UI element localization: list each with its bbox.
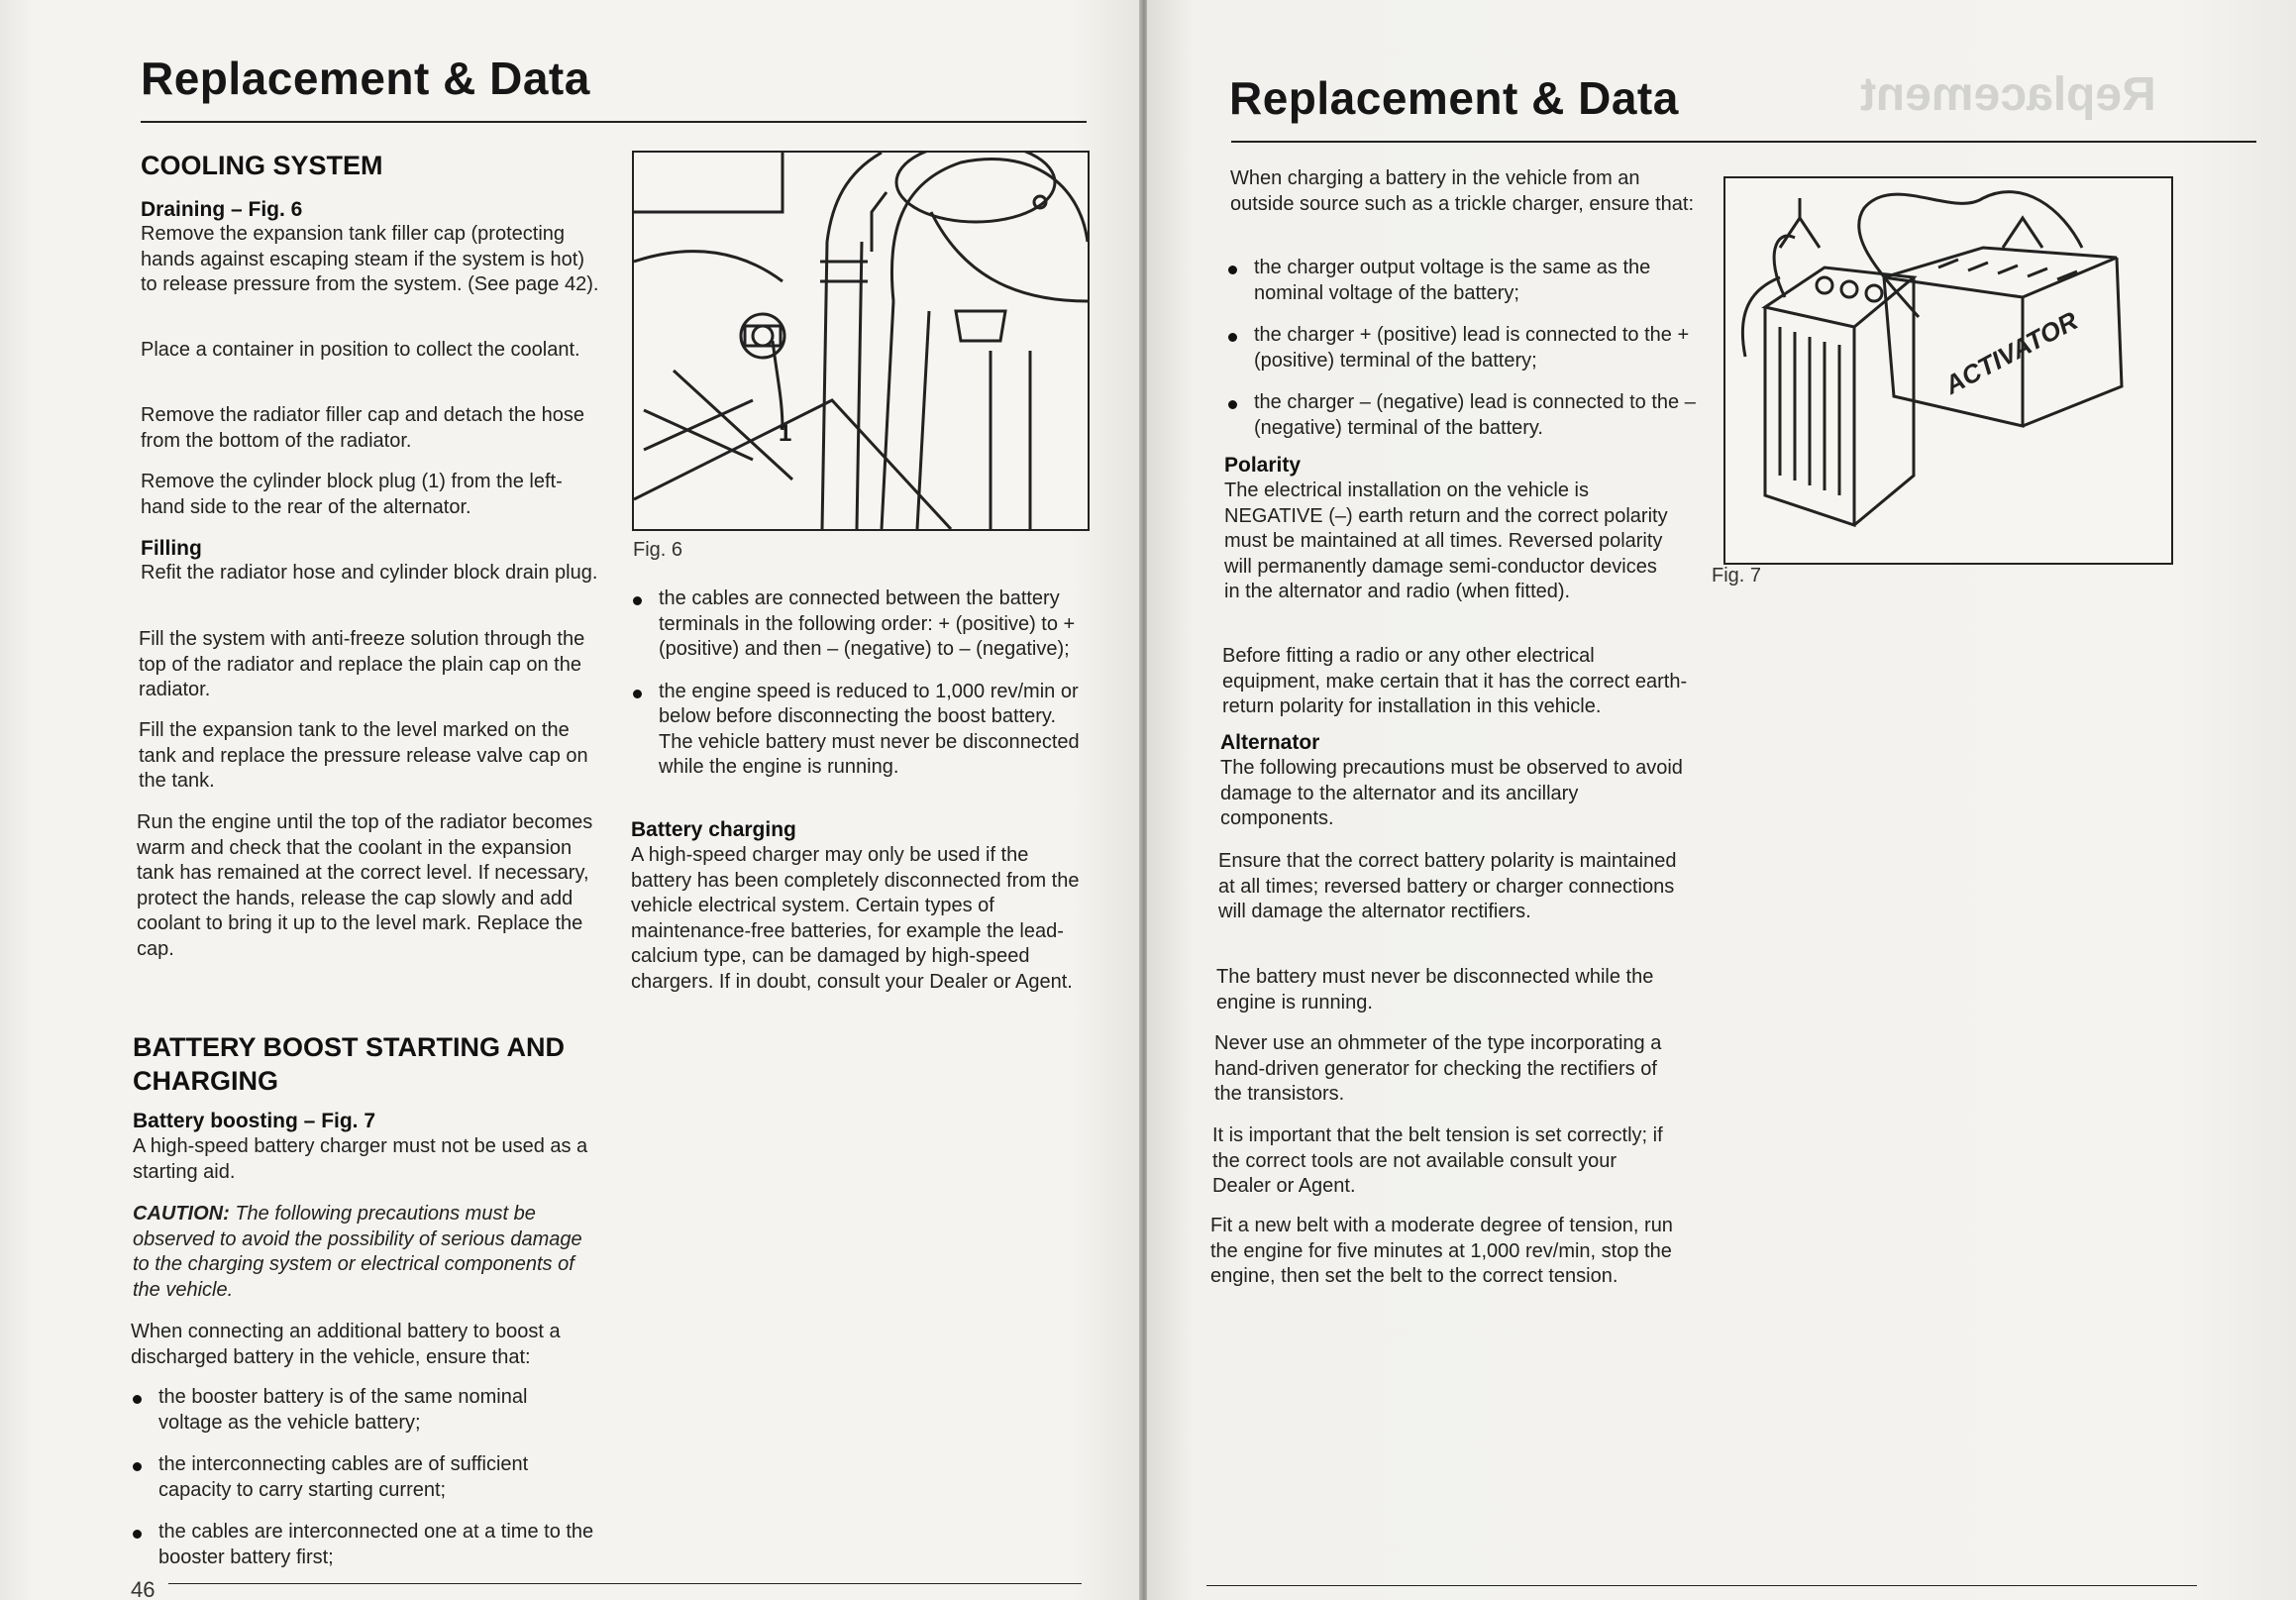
draining-heading: Draining – Fig. 6 [141,198,303,221]
cooling-paragraph-1: Place a container in position to collect the coolant. [141,339,580,361]
bullet-icon [133,1530,142,1539]
intro-text: When charging a battery in the vehicle from an outside source such as a trickle charger, ensure that: [1230,167,1695,215]
alternator-paragraph-5: It is important that the belt tension is set correctly; if the correct tools are not available consult your Dealer or Agent. [1212,1124,1663,1197]
cooling-paragraph-6: Run the engine until the top of the radiator becomes warm and check that the coolant in the expansion tank has remained at the correct level. If necessary, protect the hands, release the cap slowly and add coolant to bring it up to the level mark. Replace the cap. [137,811,593,960]
title-rule [1231,141,2256,143]
left-page [0,0,1141,1600]
charging-heading: Battery charging [631,818,796,841]
activator-label: ACTIVATOR [1939,305,2083,400]
alternator-heading: Alternator [1220,731,1320,754]
cooling-paragraph-2: Remove the radiator filler cap and detach the hose from the bottom of the radiator. [141,404,585,452]
caution-text: The following precautions must be observed to avoid the possibility of serious damage to the charging system or electrical components of the vehicle. [133,1203,582,1301]
list-item: the engine speed is reduced to 1,000 rev/min or below before disconnecting the boost battery. The vehicle battery must never be disconnected while the engine is running. [631,680,1092,781]
fig7-caption: Fig. 7 [1712,565,1762,587]
battery-heading: BATTERY BOOST STARTING AND CHARGING [133,1032,565,1096]
list-item: the charger output voltage is the same as the nominal voltage of the battery; [1226,256,1702,306]
connecting-text: When connecting an additional battery to boost a discharged battery in the vehicle, ensure that: [131,1321,561,1368]
bullet-icon [1228,400,1237,409]
fig6-illustration [632,151,1090,531]
booster-bullet-list [131,1385,596,1587]
engine-drain-plug-drawing [634,153,1088,529]
draining-text: Remove the expansion tank filler cap (protecting hands against escaping steam if the system is hot) to release pressure from the system. (See page 42). [141,223,599,295]
bullet-icon [133,1462,142,1471]
charger-bullet-list [1226,256,1702,458]
fig7-illustration [1723,176,2173,565]
filling-heading: Filling [141,537,202,560]
radio-text: Before fitting a radio or any other electrical equipment, make certain that it has the correct earth-return polarity for installation in this vehicle. [1222,645,1688,717]
page-title: Replacement & Data [141,53,590,104]
caution-note [133,1202,598,1303]
battery-charger-drawing [1725,178,2171,563]
list-item: the booster battery is of the same nominal voltage as the vehicle battery; [131,1385,596,1436]
fig6-caption: Fig. 6 [633,539,683,561]
alternator-paragraph-3: The battery must never be disconnected while the engine is running. [1216,966,1654,1013]
caution-label: CAUTION: [133,1203,230,1225]
bullet-icon [633,690,642,698]
footer-rule [168,1583,1082,1584]
bullet-icon [1228,266,1237,274]
cooling-paragraph-3: Remove the cylinder block plug (1) from the left-hand side to the rear of the alternator. [141,471,563,518]
list-item: the interconnecting cables are of sufficient capacity to carry starting current; [131,1452,596,1503]
cooling-paragraph-5: Fill the expansion tank to the level marked on the tank and replace the pressure release valve cap on the tank. [139,719,588,792]
title-rule [141,121,1087,123]
cable-bullet-list [631,587,1092,798]
list-item: the charger + (positive) lead is connected to the + (positive) terminal of the battery; [1226,323,1702,373]
boosting-heading: Battery boosting – Fig. 7 [133,1110,376,1132]
callout-label: 1 [779,420,792,447]
footer-rule [1206,1585,2197,1586]
polarity-text: The electrical installation on the vehicle is NEGATIVE (–) earth return and the correct polarity must be maintained at all times. Reversed polarity will permanently damage semi-conductor devices in the alternator and radio (when fitted). [1224,480,1668,602]
page-number: 46 [131,1577,156,1600]
boosting-text: A high-speed battery charger must not be used as a starting aid. [133,1135,588,1183]
alternator-paragraph-4: Never use an ohmmeter of the type incorporating a hand-driven generator for checking the rectifiers of the transistors. [1214,1032,1662,1105]
alternator-paragraph-6: Fit a new belt with a moderate degree of tension, run the engine for five minutes at 1,000 rev/min, stop the engine, then set the belt to the correct tension. [1210,1215,1673,1287]
bullet-icon [133,1395,142,1404]
cooling-heading: COOLING SYSTEM [141,151,383,180]
list-item: the cables are connected between the battery terminals in the following order: + (positive) to + (positive) and then – (negative) to – (negative); [631,587,1092,663]
bleed-through-title: Replacement [1860,68,2156,121]
charging-text: A high-speed charger may only be used if the battery has been completely disconnected from the vehicle electrical system. Certain types of maintenance-free batteries, for example the lead-calcium type, can be damaged by high-speed chargers. If in doubt, consult your Dealer or Agent. [631,844,1080,993]
bullet-icon [1228,333,1237,342]
list-item: the cables are interconnected one at a time to the booster battery first; [131,1520,596,1570]
filling-text: Refit the radiator hose and cylinder block drain plug. [141,562,598,584]
page-title: Replacement & Data [1229,72,1679,124]
bullet-icon [633,596,642,605]
cooling-paragraph-4: Fill the system with anti-freeze solution through the top of the radiator and replace the plain cap on the radiator. [139,628,585,700]
alternator-paragraph-1: The following precautions must be observed to avoid damage to the alternator and its ancillary components. [1220,757,1683,829]
right-page [1147,0,2296,1600]
alternator-paragraph-2: Ensure that the correct battery polarity is maintained at all times; reversed battery or charger connections will damage the alternator rectifiers. [1218,850,1677,922]
list-item: the charger – (negative) lead is connected to the – (negative) terminal of the battery. [1226,390,1702,441]
polarity-heading: Polarity [1224,454,1302,477]
